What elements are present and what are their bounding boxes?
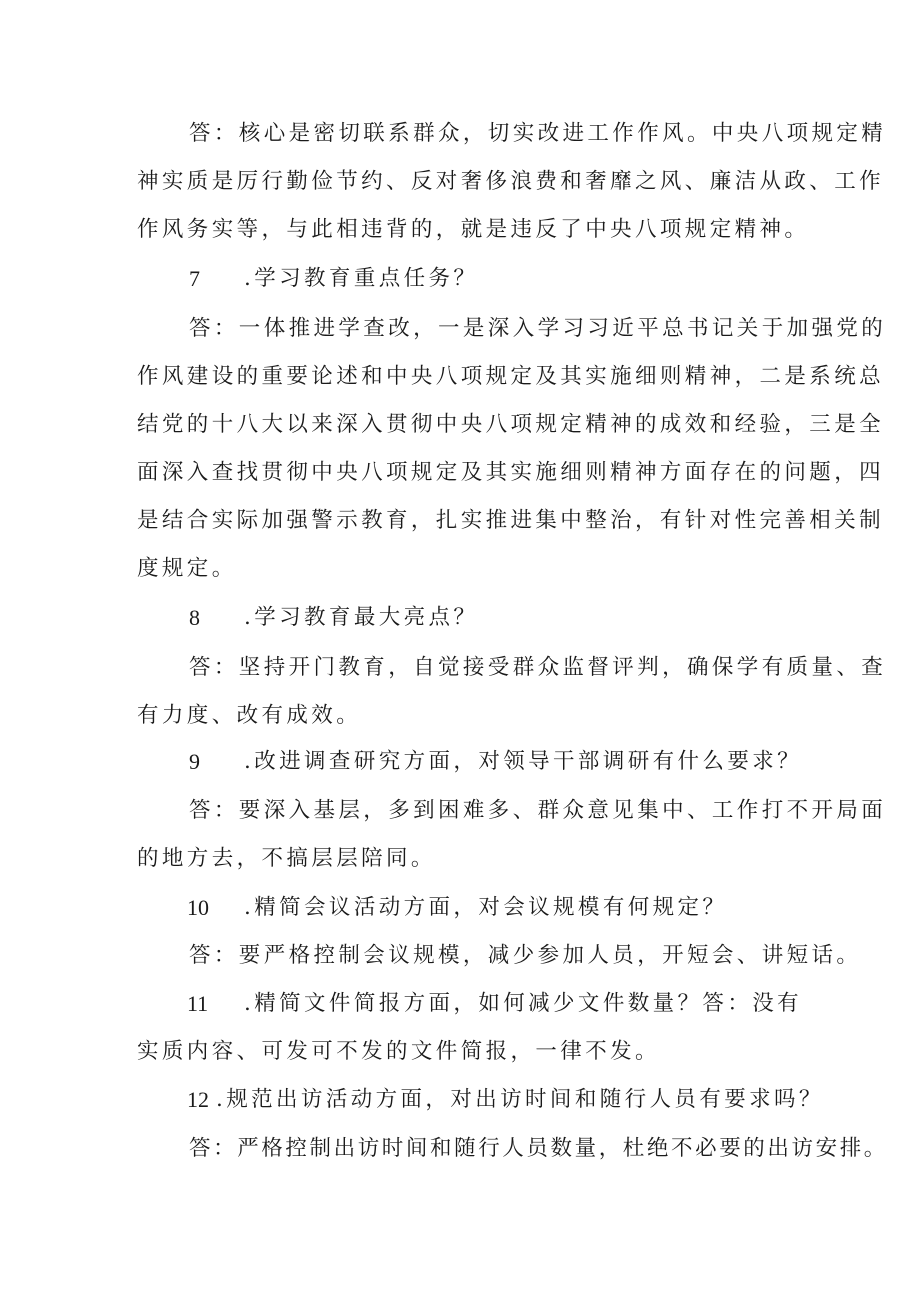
answer-12-line-1: 答：严格控制出访时间和随行人员数量，杜绝不必要的出访安排。 (189, 1136, 888, 1161)
question-7-text: .学习教育重点任务？ (244, 266, 479, 291)
answer-7-line-2: 作风建设的重要论述和中央八项规定及其实施细则精神，二是系统总 (137, 364, 885, 389)
question-11-number: 11 (187, 991, 209, 1016)
question-9-number: 9 (189, 749, 200, 774)
answer-8-line-1: 答：坚持开门教育，自觉接受群众监督评判，确保学有质量、查 (189, 655, 887, 680)
answer-9-line-2: 的地方去，不搞层层陪同。 (137, 846, 436, 871)
question-9-text: .改进调查研究方面，对领导干部调研有什么要求？ (244, 749, 803, 774)
answer-7-line-4: 面深入查找贯彻中央八项规定及其实施细则精神方面存在的问题，四 (137, 460, 885, 485)
question-11-text: .精简文件简报方面，如何减少文件数量？答：没有 (244, 991, 803, 1016)
answer-7-line-1: 答：一体推进学查改，一是深入学习习近平总书记关于加强党的 (189, 316, 887, 341)
answer-6-line-2: 神实质是厉行勤俭节约、反对奢侈浪费和奢靡之风、廉洁从政、工作 (137, 169, 885, 194)
question-8-text: .学习教育最大亮点？ (244, 605, 479, 630)
question-10-number: 10 (187, 895, 209, 920)
question-10-text: .精简会议活动方面，对会议规模有何规定？ (244, 895, 728, 920)
answer-9-line-1: 答：要深入基层，多到困难多、群众意见集中、工作打不开局面 (189, 798, 887, 823)
answer-11-line-1: 实质内容、可发可不发的文件简报，一律不发。 (137, 1039, 660, 1064)
question-12-number: 12 (187, 1087, 209, 1112)
answer-6-line-1: 答：核心是密切联系群众，切实改进工作作风。中央八项规定精 (189, 121, 887, 146)
answer-8-line-2: 有力度、改有成效。 (137, 703, 362, 728)
answer-6-line-3: 作风务实等，与此相违背的，就是违反了中央八项规定精神。 (137, 217, 810, 242)
answer-7-line-6: 度规定。 (137, 556, 237, 581)
answer-10-line-1: 答：要严格控制会议规模，减少参加人员，开短会、讲短话。 (189, 943, 862, 968)
answer-7-line-5: 是结合实际加强警示教育，扎实推进集中整治，有针对性完善相关制 (137, 508, 885, 533)
answer-7-line-3: 结党的十八大以来深入贯彻中央八项规定精神的成效和经验，三是全 (137, 412, 885, 437)
question-12-text: .规范出访活动方面，对出访时间和随行人员有要求吗？ (216, 1087, 824, 1112)
question-8-number: 8 (189, 605, 200, 630)
question-7-number: 7 (189, 266, 200, 291)
